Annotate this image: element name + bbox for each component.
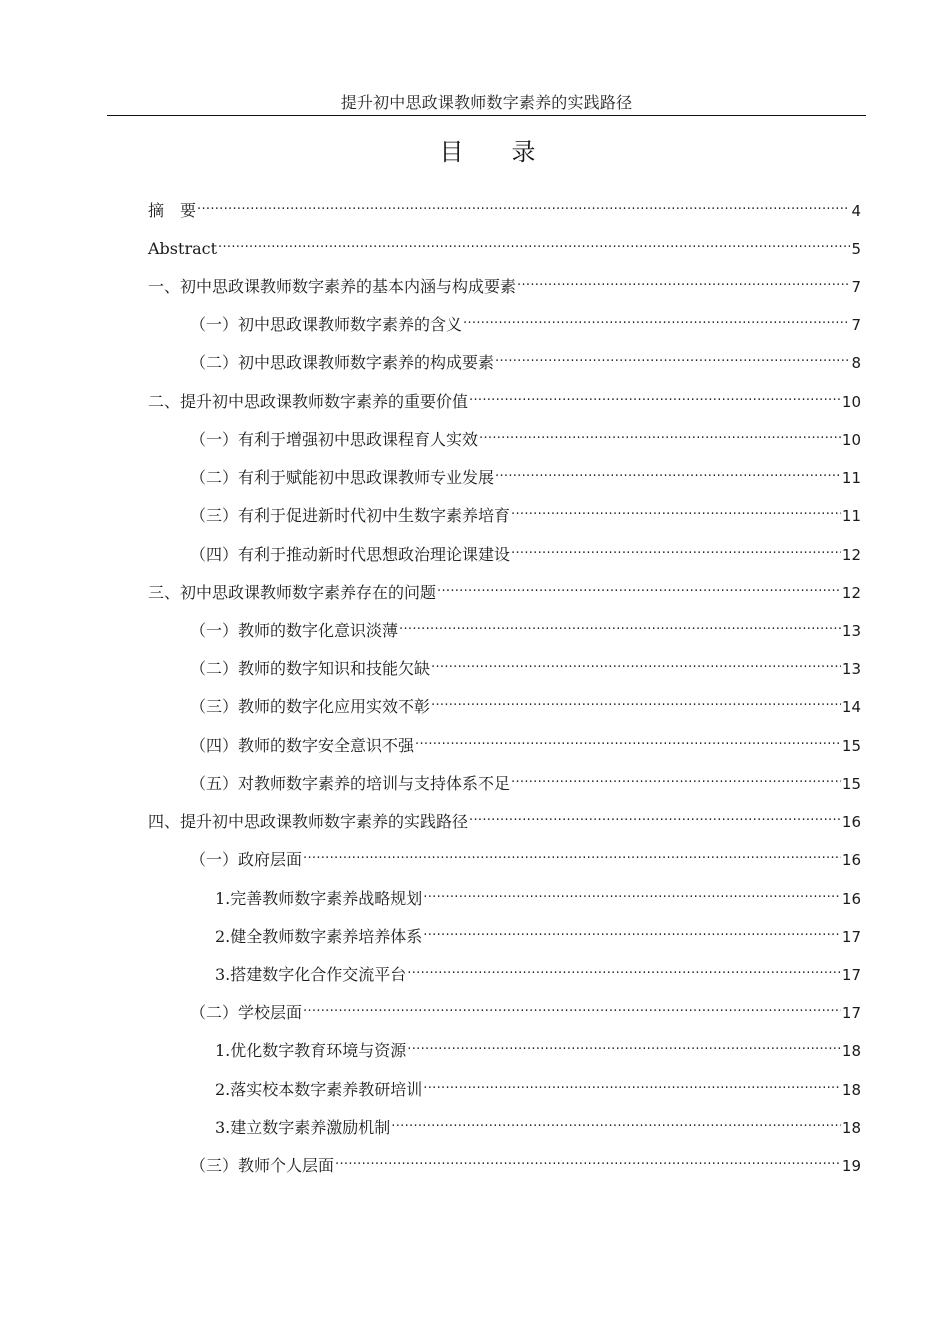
toc-entry-label: （三）有利于促进新时代初中生数字素养培育 <box>190 506 511 525</box>
toc-entry[interactable] <box>215 920 861 948</box>
toc-page-number: 14 <box>841 698 861 716</box>
toc-page-number: 4 <box>851 202 861 220</box>
toc-entry-label: （三）教师个人层面 <box>190 1156 335 1175</box>
toc-entry[interactable] <box>190 614 861 642</box>
toc-entry[interactable] <box>190 423 861 451</box>
toc-entry[interactable] <box>148 576 861 604</box>
dot-leader <box>437 576 841 598</box>
toc-page-number: 18 <box>841 1119 861 1137</box>
toc-entry-label: （二）教师的数字知识和技能欠缺 <box>190 659 431 678</box>
toc-entry-label: 一、初中思政课教师数字素养的基本内涵与构成要素 <box>148 277 517 296</box>
toc-entry-label: 3.建立数字素养激励机制 <box>215 1118 391 1137</box>
running-header: 提升初中思政课教师数字素养的实践路径 <box>340 93 633 112</box>
toc-entry[interactable] <box>215 882 861 910</box>
dot-leader <box>423 882 841 904</box>
toc-page-number: 13 <box>841 660 861 678</box>
toc-entry[interactable] <box>190 1149 861 1177</box>
toc-entry[interactable] <box>148 385 861 413</box>
toc-page-number: 19 <box>841 1157 861 1175</box>
toc-page-number: 12 <box>841 546 861 564</box>
toc-page-number: 11 <box>841 469 861 487</box>
toc-entry[interactable] <box>190 461 861 489</box>
toc-page-number: 7 <box>851 278 861 296</box>
dot-leader <box>469 385 841 407</box>
toc-entry[interactable] <box>215 1034 861 1062</box>
dot-leader <box>423 920 841 942</box>
toc-entry-label: 二、提升初中思政课教师数字素养的重要价值 <box>148 392 469 411</box>
toc-entry-label: （二）有利于赋能初中思政课教师专业发展 <box>190 468 495 487</box>
dot-leader <box>391 1111 841 1133</box>
toc-page-number: 5 <box>851 240 861 258</box>
toc-entry-label: （四）有利于推动新时代思想政治理论课建设 <box>190 545 511 564</box>
toc-entry[interactable] <box>190 499 861 527</box>
toc-entry[interactable] <box>190 346 861 374</box>
toc-title-char-2: 录 <box>511 138 536 166</box>
toc-entry-label: 三、初中思政课教师数字素养存在的问题 <box>148 583 437 602</box>
toc-entry-label: 3.搭建数字化合作交流平台 <box>215 965 407 984</box>
toc-entry[interactable] <box>215 958 861 986</box>
toc-entry[interactable] <box>215 1073 861 1101</box>
toc-page-number: 8 <box>851 354 861 372</box>
toc-entry-label: （二）学校层面 <box>190 1003 303 1022</box>
toc-entry-label: （一）有利于增强初中思政课程育人实效 <box>190 430 479 449</box>
dot-leader <box>303 843 841 865</box>
dot-leader <box>469 805 841 827</box>
toc-entry-label: 摘 要 <box>148 201 197 220</box>
toc-entry-label: 四、提升初中思政课教师数字素养的实践路径 <box>148 812 469 831</box>
toc-page-number: 16 <box>841 851 861 869</box>
toc-page-number: 12 <box>841 584 861 602</box>
toc-entry-label: （四）教师的数字安全意识不强 <box>190 736 415 755</box>
dot-leader <box>517 270 850 292</box>
toc-entry-label: （三）教师的数字化应用实效不彰 <box>190 697 431 716</box>
toc-page-number: 16 <box>841 813 861 831</box>
toc-entry-label: （一）教师的数字化意识淡薄 <box>190 621 399 640</box>
toc-title-char-1: 目 <box>439 138 464 166</box>
toc-entry-label: 2.落实校本数字素养教研培训 <box>215 1080 423 1099</box>
toc-entry-label: （一）初中思政课教师数字素养的含义 <box>190 315 463 334</box>
toc-entry[interactable] <box>148 232 861 260</box>
toc-entry[interactable] <box>190 308 861 336</box>
toc-entry[interactable] <box>148 805 861 833</box>
toc-entry-label: 1.完善教师数字素养战略规划 <box>215 889 423 908</box>
toc-page-number: 17 <box>841 966 861 984</box>
toc-page-number: 18 <box>841 1042 861 1060</box>
dot-leader <box>479 423 841 445</box>
toc-entry-label: （二）初中思政课教师数字素养的构成要素 <box>190 353 495 372</box>
toc-entry-label: （五）对教师数字素养的培训与支持体系不足 <box>190 774 511 793</box>
dot-leader <box>495 461 841 483</box>
dot-leader <box>511 499 841 521</box>
toc-page-number: 15 <box>841 775 861 793</box>
toc-entry-label: 1.优化数字教育环境与资源 <box>215 1041 407 1060</box>
toc-page-number: 11 <box>841 507 861 525</box>
dot-leader <box>511 538 841 560</box>
toc-entry[interactable] <box>148 270 861 298</box>
header-rule <box>107 115 866 116</box>
toc-page-number: 16 <box>841 890 861 908</box>
toc-page-number: 10 <box>841 393 861 411</box>
toc-page-number: 18 <box>841 1081 861 1099</box>
toc-entry[interactable] <box>190 652 861 680</box>
toc-entry[interactable] <box>190 538 861 566</box>
toc-entry[interactable] <box>215 1111 861 1139</box>
toc-page-number: 7 <box>851 316 861 334</box>
toc-page-number: 17 <box>841 1004 861 1022</box>
toc-entry[interactable] <box>190 729 861 757</box>
dot-leader <box>463 308 850 330</box>
toc-page-number: 17 <box>841 928 861 946</box>
toc-page-number: 10 <box>841 431 861 449</box>
dot-leader <box>218 232 850 254</box>
dot-leader <box>407 1034 841 1056</box>
dot-leader <box>335 1149 841 1171</box>
toc-entry-label: Abstract <box>148 239 218 258</box>
toc-entry[interactable] <box>190 843 861 871</box>
toc-entry-label: （一）政府层面 <box>190 850 303 869</box>
dot-leader <box>495 346 850 368</box>
toc-entry[interactable] <box>148 194 861 222</box>
toc-page-number: 15 <box>841 737 861 755</box>
toc-entry[interactable] <box>190 767 861 795</box>
dot-leader <box>407 958 841 980</box>
dot-leader <box>303 996 841 1018</box>
toc-page-number: 13 <box>841 622 861 640</box>
dot-leader <box>399 614 841 636</box>
dot-leader <box>431 652 841 674</box>
dot-leader <box>415 729 841 751</box>
dot-leader <box>511 767 841 789</box>
dot-leader <box>423 1073 841 1095</box>
toc-entry-label: 2.健全教师数字素养培养体系 <box>215 927 423 946</box>
dot-leader <box>197 194 850 216</box>
toc-title <box>0 136 950 168</box>
toc-entry[interactable] <box>190 996 861 1024</box>
dot-leader <box>431 690 841 712</box>
toc-entry[interactable] <box>190 690 861 718</box>
